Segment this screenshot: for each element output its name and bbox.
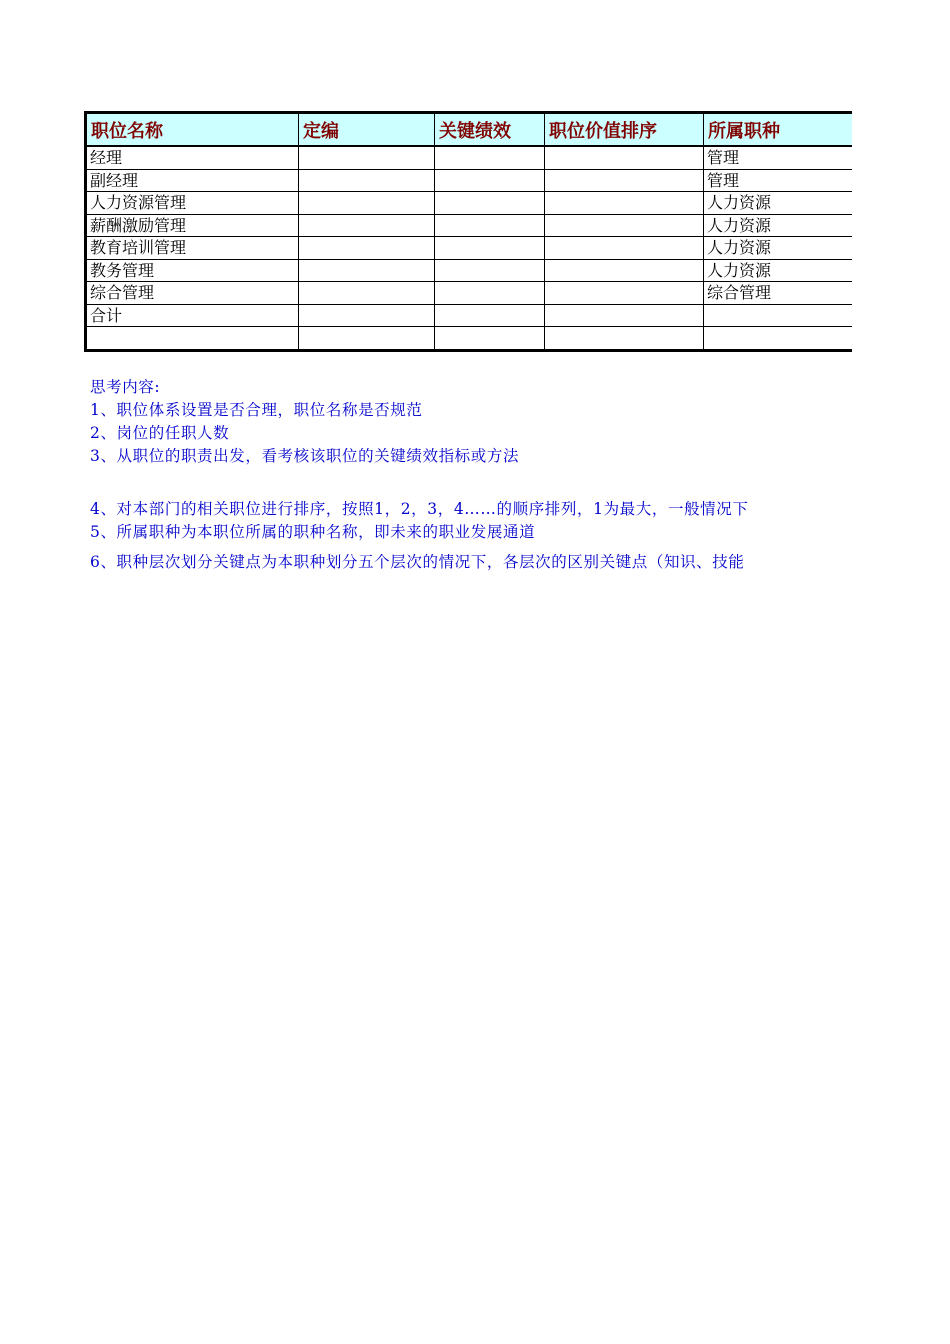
cell-total-label[interactable]: 合计 (86, 304, 299, 327)
cell-position-name[interactable]: 薪酬激励管理 (86, 214, 299, 237)
cell-position-value-rank[interactable] (545, 237, 704, 260)
cell-position-value-rank[interactable] (545, 327, 704, 351)
cell-position-name[interactable]: 副经理 (86, 169, 299, 192)
note-item: 4、对本部门的相关职位进行排序，按照1，2，3，4……的顺序排列，1为最大，一般情况下 (90, 500, 749, 518)
cell-job-family[interactable]: 管理 (704, 146, 852, 169)
cell-headcount[interactable] (299, 282, 435, 305)
cell-position-value-rank[interactable] (545, 304, 704, 327)
cell-job-family[interactable]: 管理 (704, 169, 852, 192)
cell-position-value-rank[interactable] (545, 214, 704, 237)
cell-key-performance[interactable] (435, 146, 545, 169)
table-row (86, 237, 852, 260)
cell-position-name[interactable]: 经理 (86, 146, 299, 169)
header-headcount[interactable]: 定编 (299, 113, 435, 147)
cell-position-value-rank[interactable] (545, 146, 704, 169)
cell-key-performance[interactable] (435, 259, 545, 282)
note-spacer (90, 544, 850, 551)
note-item: 5、所属职种为本职位所属的职种名称，即未来的职业发展通道 (90, 523, 536, 541)
header-position-name[interactable]: 职位名称 (86, 113, 299, 147)
header-position-value-rank[interactable]: 职位价值排序 (545, 113, 704, 147)
cell-job-family[interactable]: 人力资源 (704, 192, 852, 215)
cell-job-family[interactable]: 人力资源 (704, 214, 852, 237)
table-header-row (86, 113, 852, 147)
note-item: 2、岗位的任职人数 (90, 424, 230, 442)
note-item: 3、从职位的职责出发，看考核该职位的关键绩效指标或方法 (90, 447, 520, 465)
cell-position-value-rank[interactable] (545, 259, 704, 282)
cell-headcount[interactable] (299, 214, 435, 237)
cell-key-performance[interactable] (435, 282, 545, 305)
table-row (86, 169, 852, 192)
cell-headcount[interactable] (299, 169, 435, 192)
cell-key-performance[interactable] (435, 327, 545, 351)
cell-position-name[interactable]: 教务管理 (86, 259, 299, 282)
cell-key-performance[interactable] (435, 169, 545, 192)
note-item: 6、职种层次划分关键点为本职种划分五个层次的情况下，各层次的区别关键点（知识、技能 (90, 553, 745, 571)
cell-key-performance[interactable] (435, 214, 545, 237)
table-row-empty (86, 327, 852, 351)
cell-position-value-rank[interactable] (545, 192, 704, 215)
table-row-total (86, 304, 852, 327)
header-job-family[interactable]: 所属职种 (704, 113, 852, 147)
cell-job-family[interactable]: 综合管理 (704, 282, 852, 305)
cell-position-name[interactable]: 人力资源管理 (86, 192, 299, 215)
cell-key-performance[interactable] (435, 304, 545, 327)
cell-position-name[interactable]: 综合管理 (86, 282, 299, 305)
header-key-performance[interactable]: 关键绩效 (435, 113, 545, 147)
cell-position-value-rank[interactable] (545, 169, 704, 192)
cell-headcount[interactable] (299, 304, 435, 327)
table-row (86, 214, 852, 237)
cell-key-performance[interactable] (435, 192, 545, 215)
position-table (84, 111, 852, 352)
cell-headcount[interactable] (299, 192, 435, 215)
cell-job-family[interactable] (704, 327, 852, 351)
table-row (86, 259, 852, 282)
cell-headcount[interactable] (299, 259, 435, 282)
cell-key-performance[interactable] (435, 237, 545, 260)
table-row (86, 146, 852, 169)
cell-job-family[interactable] (704, 304, 852, 327)
cell-position-name[interactable]: 教育培训管理 (86, 237, 299, 260)
notes-title: 思考内容: (90, 378, 161, 396)
cell-headcount[interactable] (299, 237, 435, 260)
cell-job-family[interactable]: 人力资源 (704, 259, 852, 282)
cell-headcount[interactable] (299, 327, 435, 351)
note-item: 1、职位体系设置是否合理，职位名称是否规范 (90, 401, 423, 419)
table-row (86, 192, 852, 215)
cell-headcount[interactable] (299, 146, 435, 169)
cell-position-value-rank[interactable] (545, 282, 704, 305)
cell-position-name[interactable] (86, 327, 299, 351)
note-spacer (90, 468, 850, 498)
table-row (86, 282, 852, 305)
notes-section (90, 376, 850, 574)
cell-job-family[interactable]: 人力资源 (704, 237, 852, 260)
